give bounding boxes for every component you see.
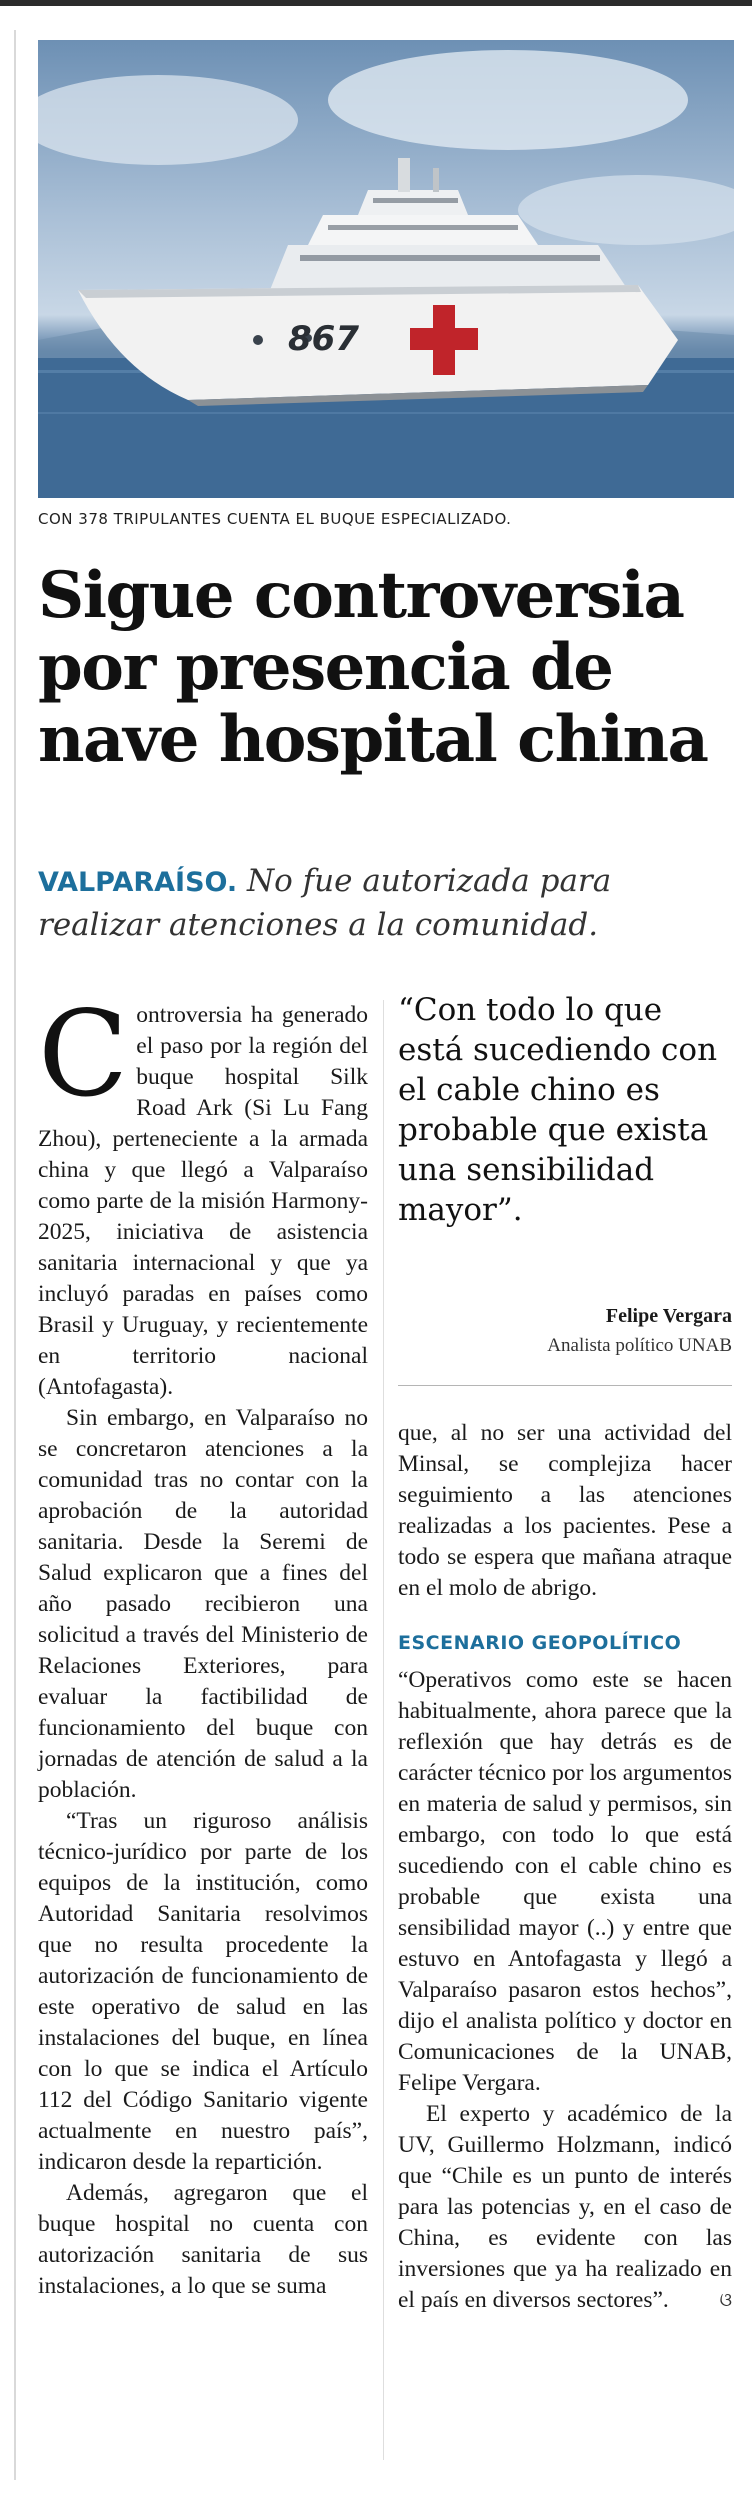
hull-number: 867	[288, 319, 359, 359]
subheadline-text: No fue autorizada para realizar atenciones a la comunidad.	[38, 863, 612, 943]
ship-illustration	[38, 40, 734, 498]
paragraph-6	[398, 2099, 732, 2316]
paragraph-6-text: El experto y académico de la UV, Guillermo Holzmann, indicó que “Chile es un punto de interés para las potencias y, en el caso de China, es evidente con las inversiones que ya ha realizado en el país en diversos sectores”.	[398, 2101, 732, 2313]
drop-cap: C	[38, 985, 129, 1123]
top-rule	[0, 0, 752, 6]
section-title: ESCENARIO GEOPOLÍTICO	[398, 1632, 682, 1654]
pull-quote-author: Felipe Vergara	[605, 1305, 732, 1327]
pull-quote-role: Analista político UNAB	[547, 1335, 732, 1356]
location-kicker: VALPARAÍSO.	[38, 867, 238, 898]
headline-line-3: nave hospital china	[38, 702, 708, 777]
headline	[38, 560, 734, 776]
paragraph-4-continued: que, al no ser una actividad del Minsal, se complejiza hacer seguimiento a las atenciones realizadas a los pacientes. Pese a todo se espera que mañana atraque en el molo de abrigo.	[398, 1420, 732, 1601]
end-of-article-icon: ଓ	[719, 2290, 732, 2311]
paragraph-4: Además, agregaron que el buque hospital no cuenta con autorización sanitaria de sus instalaciones, a lo que se suma	[38, 2180, 368, 2299]
paragraph-5: “Operativos como este se hacen habitualmente, ahora parece que la reflexión que hay detrás es de carácter técnico por los argumentos en materia de salud y permisos, sin embargo, con todo lo que está sucediendo con el cable chino es probable que exista una sensibilidad mayor (..) y entre que estuvo en Antofagasta y llegó a Valparaíso pasaron estos hechos”, dijo el analista político y doctor en Comunicaciones de la UNAB, Felipe Vergara.	[398, 1667, 732, 2096]
paragraph-2: Sin embargo, en Valparaíso no se concretaron atenciones a la comunidad tras no contar con la aprobación de la autoridad sanitaria. Desde la Seremi de Salud explicaron que a fines del año pasado recibieron una solicitud a través del Ministerio de Relaciones Exteriores, para evaluar la factibilidad de funcionamiento del buque con jornadas de atención de salud a la población.	[38, 1405, 368, 1803]
paragraph-1	[38, 985, 368, 1403]
article-column-left	[38, 985, 368, 2302]
article-column-right	[398, 1418, 732, 2316]
pull-quote: “Con todo lo que está sucediendo con el cable chino es probable que exista una sensibilidad mayor”.	[398, 992, 718, 1228]
pull-quote-rule	[398, 1385, 732, 1386]
hospital-ship-photo	[38, 40, 734, 498]
photo-caption: CON 378 TRIPULANTES CUENTA EL BUQUE ESPECIALIZADO.	[38, 510, 512, 528]
subheadline	[38, 860, 734, 946]
headline-line-1: Sigue controversia	[38, 558, 684, 633]
page-edge-rule	[14, 30, 16, 2480]
paragraph-1-text: ontroversia ha generado el paso por la región del buque hospital Silk Road Ark (Si Lu Fang Zhou), perteneciente a la armada china y que llegó a Valparaíso como parte de la misión Harmony-2025, iniciativa de asistencia sanitaria internacional y que ya incluyó paradas en países como Brasil y Uruguay, y recientemente en territorio nacional (Antofagasta).	[38, 1002, 368, 1400]
column-divider	[383, 1000, 384, 2460]
paragraph-3: “Tras un riguroso análisis técnico-jurídico por parte de los equipos de la institución, como Autoridad Sanitaria resolvimos que no resulta procedente la autorización de funcionamiento de este operativo de salud en las instalaciones del buque, en línea con lo que se indica el Artículo 112 del Código Sanitario vigente actualmente en nuestro país”, indicaron desde la repartición.	[38, 1808, 368, 2175]
headline-line-2: por presencia de	[38, 630, 613, 705]
